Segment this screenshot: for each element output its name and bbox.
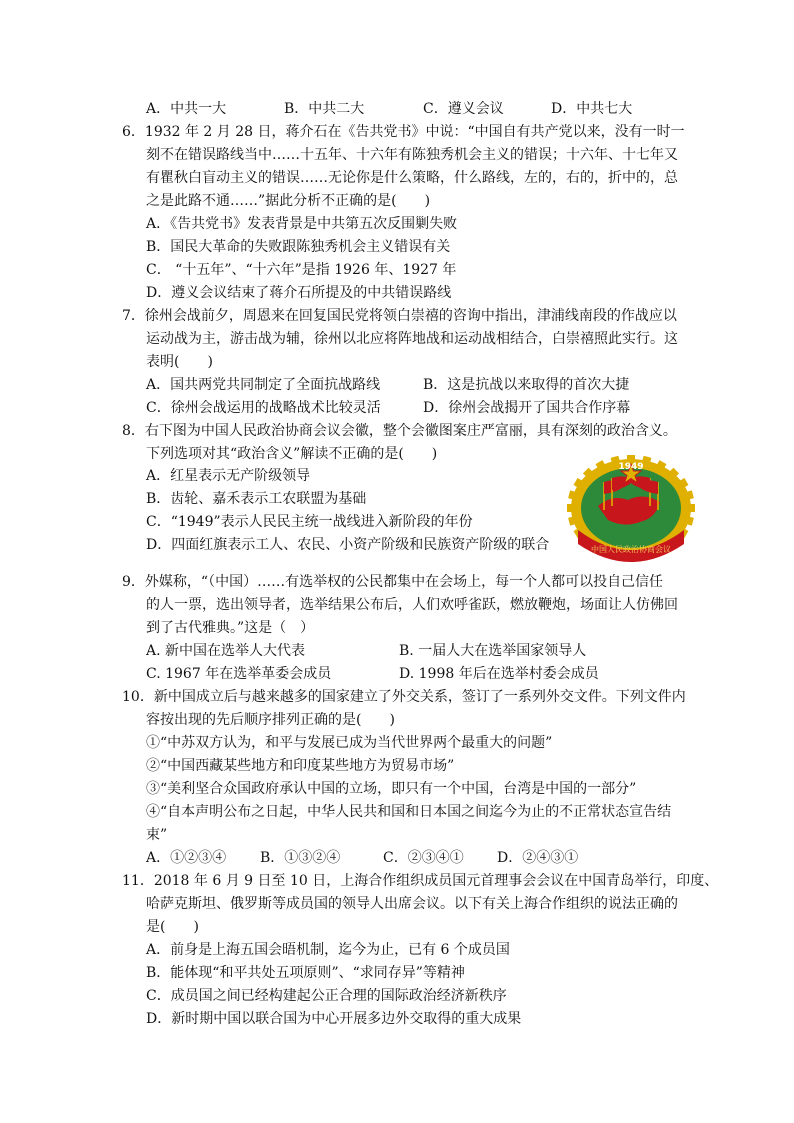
q10-stem-line-2: 容按出现的先后顺序排列正确的是( ) (146, 712, 395, 728)
q7-stem-line-3: 表明( ) (146, 354, 213, 370)
q10-item-3: ③“美利坚合众国政府承认中国的立场，即只有一个中国，台湾是中国的一部分” (146, 781, 637, 797)
q9-stem-line-3: 到了古代雅典。”这是（ ） (146, 620, 315, 636)
q10-stem-line-1: 10．新中国成立后与越来越多的国家建立了外交关系，签订了一系列外交文件。下列文件内 (122, 689, 686, 705)
q11-stem-line-2: 哈萨克斯坦、俄罗斯等成员国的领导人出席会议。以下有关上海合作组织的说法正确的 (146, 896, 678, 912)
q5-option-c: C．遵义会议 (423, 101, 504, 117)
q11-stem-line-3: 是( ) (146, 919, 199, 935)
q11-option-d: D．新时期中国以联合国为中心开展多边外交取得的重大成果 (146, 1011, 522, 1027)
q9-option-d: D. 1998 年后在选举村委会成员 (399, 666, 599, 682)
q9-option-b: B. 一届人大在选举国家领导人 (399, 643, 587, 659)
q9-stem-line-1: 9．外媒称，“（中国）……有选举权的公民都集中在会场上，每一个人都可以投自己信任 (122, 574, 664, 590)
q7-options-row-1 (0, 375, 794, 395)
q11-stem-line-1: 11．2018 年 6 月 9 日至 10 日，上海合作组织成员国元首理事会会议在中国青岛举行，印度、 (122, 873, 719, 889)
q8-option-c: C．“1949”表示人民民主统一战线进入新阶段的年份 (146, 514, 473, 530)
q5-option-a: A．中共一大 (146, 101, 227, 117)
q10-item-4: ④“自本声明公布之日起，中华人民共和国和日本国之间迄今为止的不正常状态宣告结 (146, 804, 672, 820)
q10-options (0, 848, 794, 868)
q7-options-row-2 (0, 398, 794, 418)
q7-option-d: D．徐州会战揭开了国共合作序幕 (423, 400, 631, 416)
q8-option-d: D．四面红旗表示工人、农民、小资产阶级和民族资产阶级的联合 (146, 537, 550, 553)
q7-option-c: C．徐州会战运用的战略战术比较灵活 (146, 400, 381, 416)
q6-option-c: C． “十五年”、“十六年”是指 1926 年、1927 年 (146, 262, 457, 278)
q6-option-a: A．《告共党书》发表背景是中共第五次反围剿失败 (146, 216, 458, 232)
q5-option-b: B．中共二大 (284, 101, 365, 117)
q9-option-c: C. 1967 年在选举革委会成员 (146, 666, 332, 682)
q5-options (0, 99, 794, 119)
cppcc-emblem-image (560, 448, 702, 566)
q8-stem-line-2: 下列选项对其“政治含义”解读不正确的是( ) (146, 446, 438, 462)
q7-stem-line-2: 运动战为主，游击战为辅，徐州以北应将阵地战和运动战相结合，白崇禧照此实行。这 (146, 331, 678, 347)
q6-stem-line-1: 6．1932 年 2 月 28 日，蒋介石在《告共党书》中说：“中国自有共产党以来，没有一时一 (122, 124, 685, 140)
q10-option-b: B．①③②④ (260, 850, 341, 866)
q8-stem-line-1: 8．右下图为中国人民政治协商会议会徽，整个会徽图案庄严富丽，具有深刻的政治含义。 (122, 423, 677, 439)
q6-option-b: B．国民大革命的失败跟陈独秀机会主义错误有关 (146, 239, 451, 255)
q9-stem-line-2: 的人一票，选出领导者，选举结果公布后，人们欢呼雀跃，燃放鞭炮，场面让人仿佛回 (146, 597, 678, 613)
q11-option-b: B．能体现“和平共处五项原则”、“求同存异”等精神 (146, 965, 465, 981)
q10-option-d: D．②④③① (497, 850, 579, 866)
q8-option-a: A．红星表示无产阶级领导 (146, 468, 311, 484)
q10-item-2: ②“中国西藏某些地方和印度某些地方为贸易市场” (146, 758, 455, 774)
q11-option-a: A．前身是上海五国会晤机制，迄今为止，已有 6 个成员国 (146, 942, 510, 958)
q9-option-a: A. 新中国在选举人大代表 (146, 643, 306, 659)
q10-option-a: A．①②③④ (146, 850, 227, 866)
q6-option-d: D．遵义会议结束了蒋介石所提及的中共错误路线 (146, 285, 452, 301)
q6-stem-line-3: 有瞿秋白盲动主义的错误……无论你是什么策略，什么路线，左的，右的，折中的，总 (146, 170, 678, 186)
q7-stem-line-1: 7．徐州会战前夕，周恩来在回复国民党将领白崇禧的咨询中指出，津浦线南段的作战应以 (122, 308, 677, 324)
q8-option-b: B．齿轮、嘉禾表示工农联盟为基础 (146, 491, 367, 507)
q10-option-c: C．②③④① (383, 850, 464, 866)
emblem-ribbon-text: 中国人民政治协商会议 (591, 545, 671, 554)
q6-stem-line-2: 刻不在错误路线当中……十五年、十六年有陈独秀机会主义的错误；十六年、十七年又 (146, 147, 678, 163)
emblem-year-text: 1949 (618, 462, 644, 472)
q7-option-b: B．这是抗战以来取得的首次大捷 (423, 377, 630, 393)
q10-item-1: ①“中苏双方认为，和平与发展已成为当代世界两个最重大的问题” (146, 735, 553, 751)
q9-options-row-2 (0, 664, 794, 684)
q7-option-a: A．国共两党共同制定了全面抗战路线 (146, 377, 381, 393)
q6-stem-line-4: 之是此路不通……”据此分析不正确的是( ) (146, 193, 431, 209)
q5-option-d: D．中共七大 (551, 101, 633, 117)
q11-option-c: C．成员国之间已经构建起公正合理的国际政治经济新秩序 (146, 988, 507, 1004)
q9-options-row-1 (0, 641, 794, 661)
q10-item-4-cont: 束” (146, 827, 168, 843)
